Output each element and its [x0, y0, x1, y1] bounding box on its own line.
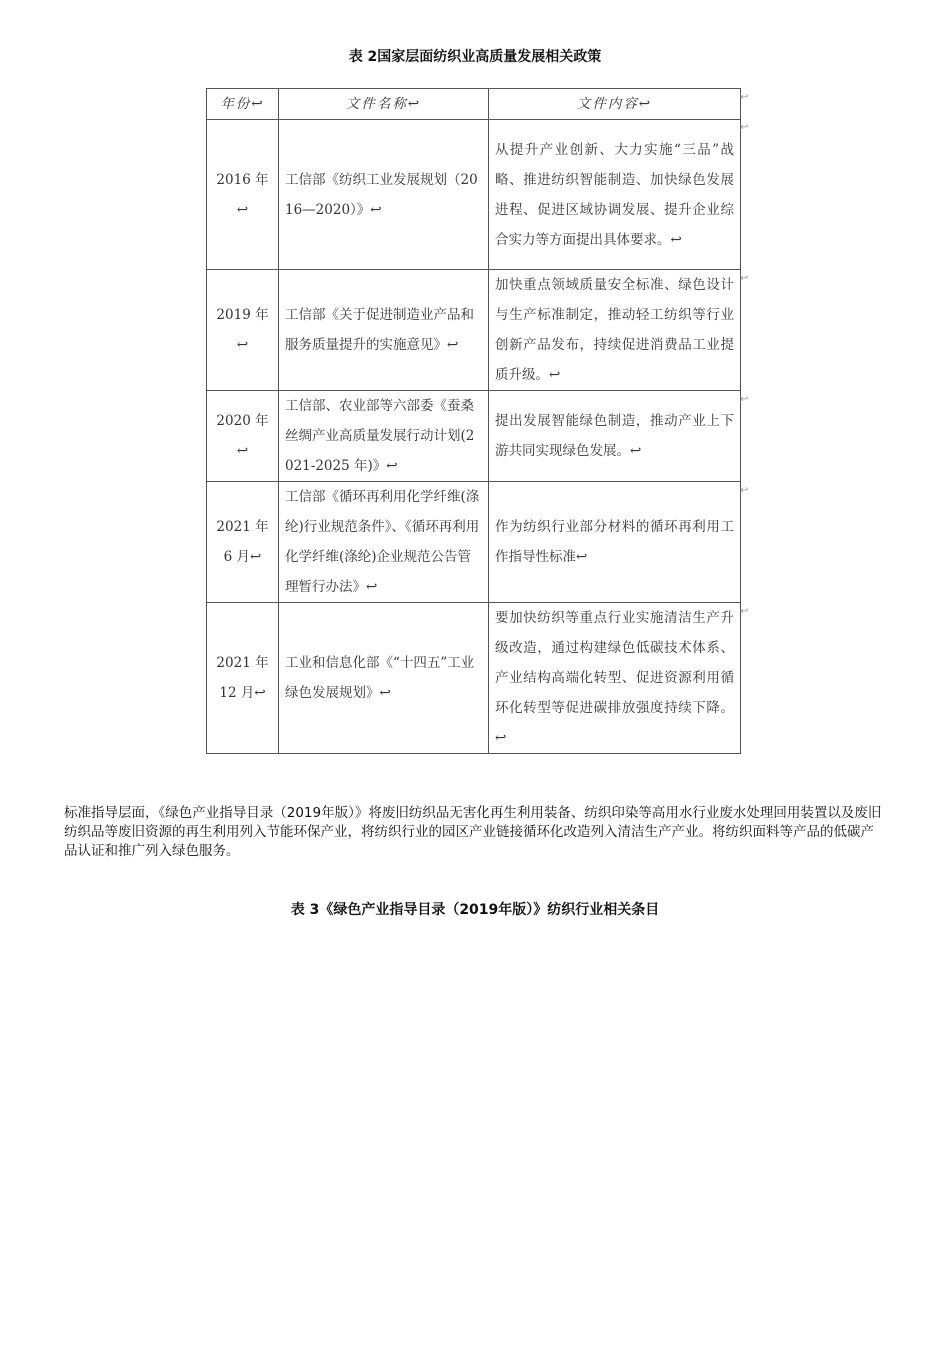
paragraph-mark: ↩ — [740, 122, 749, 133]
header-year: 年份↩ — [207, 89, 279, 120]
table-2-caption: 表 2国家层面纺织业高质量发展相关政策 — [348, 49, 602, 65]
body-paragraph: 标准指导层面，《绿色产业指导目录（2019年版）》将废旧纺织品无害化再生利用装备、纺织印染等高用水行业废水处理回用装置以及废旧纺织品等废旧资源的再生利用列入节能环保产业，将纺织行业的园区产业链接循环化改造列入清洁生产产业。将纺织面料等产品的低碳产品认证和推广列入绿色服务。 — [64, 805, 882, 859]
row-year: 2016 年↩ — [207, 120, 279, 270]
paragraph-mark: ↩ — [740, 606, 749, 617]
row-document-content: 作为纺织行业部分材料的循环再利用工作指导性标准↩ — [489, 482, 741, 603]
policy-table — [206, 88, 741, 754]
header-content: 文件内容↩ — [489, 89, 741, 120]
row-year: 2020 年↩ — [207, 391, 279, 482]
paragraph-mark: ↩ — [740, 92, 749, 103]
table-row — [207, 482, 741, 603]
row-document-name: 工业和信息化部《“十四五”工业绿色发展规划》↩ — [279, 603, 489, 754]
row-document-content: 要加快纺织等重点行业实施清洁生产升级改造，通过构建绿色低碳技术体系、产业结构高端化转型、促进资源利用循环化转型等促进碳排放强度持续下降。↩ — [489, 603, 741, 754]
paragraph-mark: ↩ — [740, 273, 749, 284]
row-document-content: 提出发展智能绿色制造，推动产业上下游共同实现绿色发展。↩ — [489, 391, 741, 482]
table-row — [207, 120, 741, 270]
row-document-content: 加快重点领域质量安全标准、绿色设计与生产标准制定，推动轻工纺织等行业创新产品发布，持续促进消费品工业提质升级。↩ — [489, 270, 741, 391]
row-document-name: 工信部《纺织工业发展规划（2016—2020）》↩ — [279, 120, 489, 270]
paragraph-mark: ↩ — [740, 394, 749, 405]
table-header-row — [207, 89, 741, 120]
row-document-content: 从提升产业创新、大力实施“三品”战略、推进纺织智能制造、加快绿色发展进程、促进区域协调发展、提升企业综合实力等方面提出具体要求。↩ — [489, 120, 741, 270]
row-year: 2019 年↩ — [207, 270, 279, 391]
table-row — [207, 391, 741, 482]
row-document-name: 工信部《循环再利用化学纤维(涤纶)行业规范条件》、《循环再利用化学纤维(涤纶)企业规范公告管理暂行办法》↩ — [279, 482, 489, 603]
table-row — [207, 270, 741, 391]
table-row — [207, 603, 741, 754]
row-year: 2021 年 6 月↩ — [207, 482, 279, 603]
row-document-name: 工信部《关于促进制造业产品和服务质量提升的实施意见》↩ — [279, 270, 489, 391]
paragraph-mark: ↩ — [740, 485, 749, 496]
row-year: 2021 年 12 月↩ — [207, 603, 279, 754]
header-name: 文件名称↩ — [279, 89, 489, 120]
row-document-name: 工信部、农业部等六部委《蚕桑丝绸产业高质量发展行动计划(2021-2025 年)》↩ — [279, 391, 489, 482]
table-3-caption: 表 3《绿色产业指导目录（2019年版）》纺织行业相关条目 — [290, 902, 660, 918]
